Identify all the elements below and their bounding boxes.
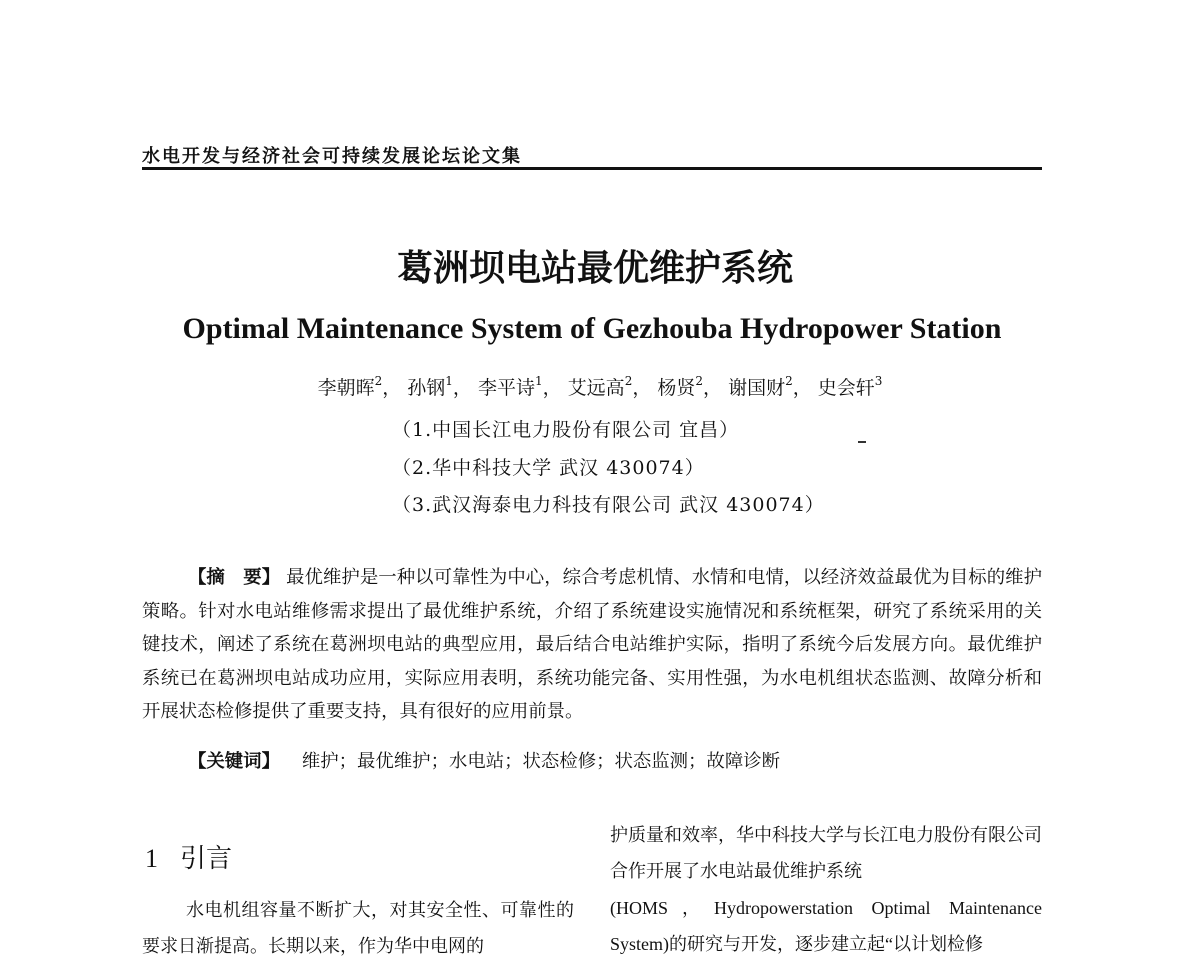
right-column-paragraph: 护质量和效率，华中科技大学与长江电力股份有限公司合作开展了水电站最优维护系统 [610, 825, 1042, 882]
abstract-label: 【摘 要】 [188, 567, 281, 588]
running-header: 水电开发与经济社会可持续发展论坛论文集 [142, 146, 522, 167]
section-title: 引言 [180, 844, 233, 874]
author-name: 李平诗 [477, 377, 535, 399]
right-column-paragraph-cont: (HOMS，Hydropowerstation Optimal Maintenance System)的研究与开发，逐步建立起“以计划检修 [610, 898, 1042, 954]
author-affiliation-mark: 2 [374, 373, 383, 388]
author-affiliation-mark: 2 [624, 373, 633, 388]
section-number: 1 [145, 844, 158, 873]
affiliation-2: （2.华中科技大学 武汉 430074） [392, 457, 705, 479]
author-name: 史会轩 [817, 377, 875, 399]
affiliation-3: （3.武汉海泰电力科技有限公司 武汉 430074） [392, 494, 825, 516]
author-list: 李朝晖$^2$， 孙钢$^1$， 李平诗$^1$， 艾远高$^2$， 杨贤$^2$， 谢国财$^2$， 史会轩$^3$ [317, 373, 883, 399]
author-name: 艾远高 [567, 377, 625, 399]
author-affiliation-mark: 1 [534, 373, 543, 388]
left-column-text: 水电机组容量不断扩大，对其安全性、可靠性的要求日渐提高。长期以来，作为华中电网的 [142, 900, 574, 957]
author-affiliation-mark: 3 [874, 373, 883, 388]
author-name: 杨贤 [657, 377, 696, 399]
abstract [142, 561, 1042, 729]
right-column [610, 818, 1042, 962]
abstract-text: 最优维护是一种以可靠性为中心，综合考虑机情、水情和电情，以经济效益最优为目标的维护策略。针对水电站维修需求提出了最优维护系统，介绍了系统建设实施情况和系统框架，研究了系统采用的关键技术，阐述了系统在葛洲坝电站的典型应用，最后结合电站维护实际，指明了系统今后发展方向。最优维护系统已在葛洲坝电站成功应用，实际应用表明，系统功能完备、实用性强，为水电机组状态监测、故障分析和开展状态检修提供了重要支持，具有很好的应用前景。 [142, 567, 1042, 722]
affiliation-1: （1.中国长江电力股份有限公司 宜昌） [392, 419, 740, 441]
title-chinese: 葛洲坝电站最优维护系统 [396, 248, 793, 289]
author-name: 谢国财 [728, 377, 786, 399]
author-affiliation-mark: 2 [785, 373, 793, 388]
author-affiliation-mark: 2 [695, 373, 704, 388]
keywords [188, 747, 780, 773]
keywords-text: 维护；最优维护；水电站；状态检修；状态监测；故障诊断 [301, 751, 780, 772]
header-rule [142, 167, 1042, 170]
section-heading [145, 838, 232, 875]
author-name: 李朝晖 [317, 377, 375, 399]
scan-speck [858, 441, 866, 443]
author-name: 孙钢 [407, 377, 446, 399]
title-english: Optimal Maintenance System of Gezhouba Hydropower Station [182, 312, 1002, 345]
author-affiliation-mark: 1 [445, 373, 453, 388]
keywords-label: 【关键词】 [188, 751, 280, 772]
